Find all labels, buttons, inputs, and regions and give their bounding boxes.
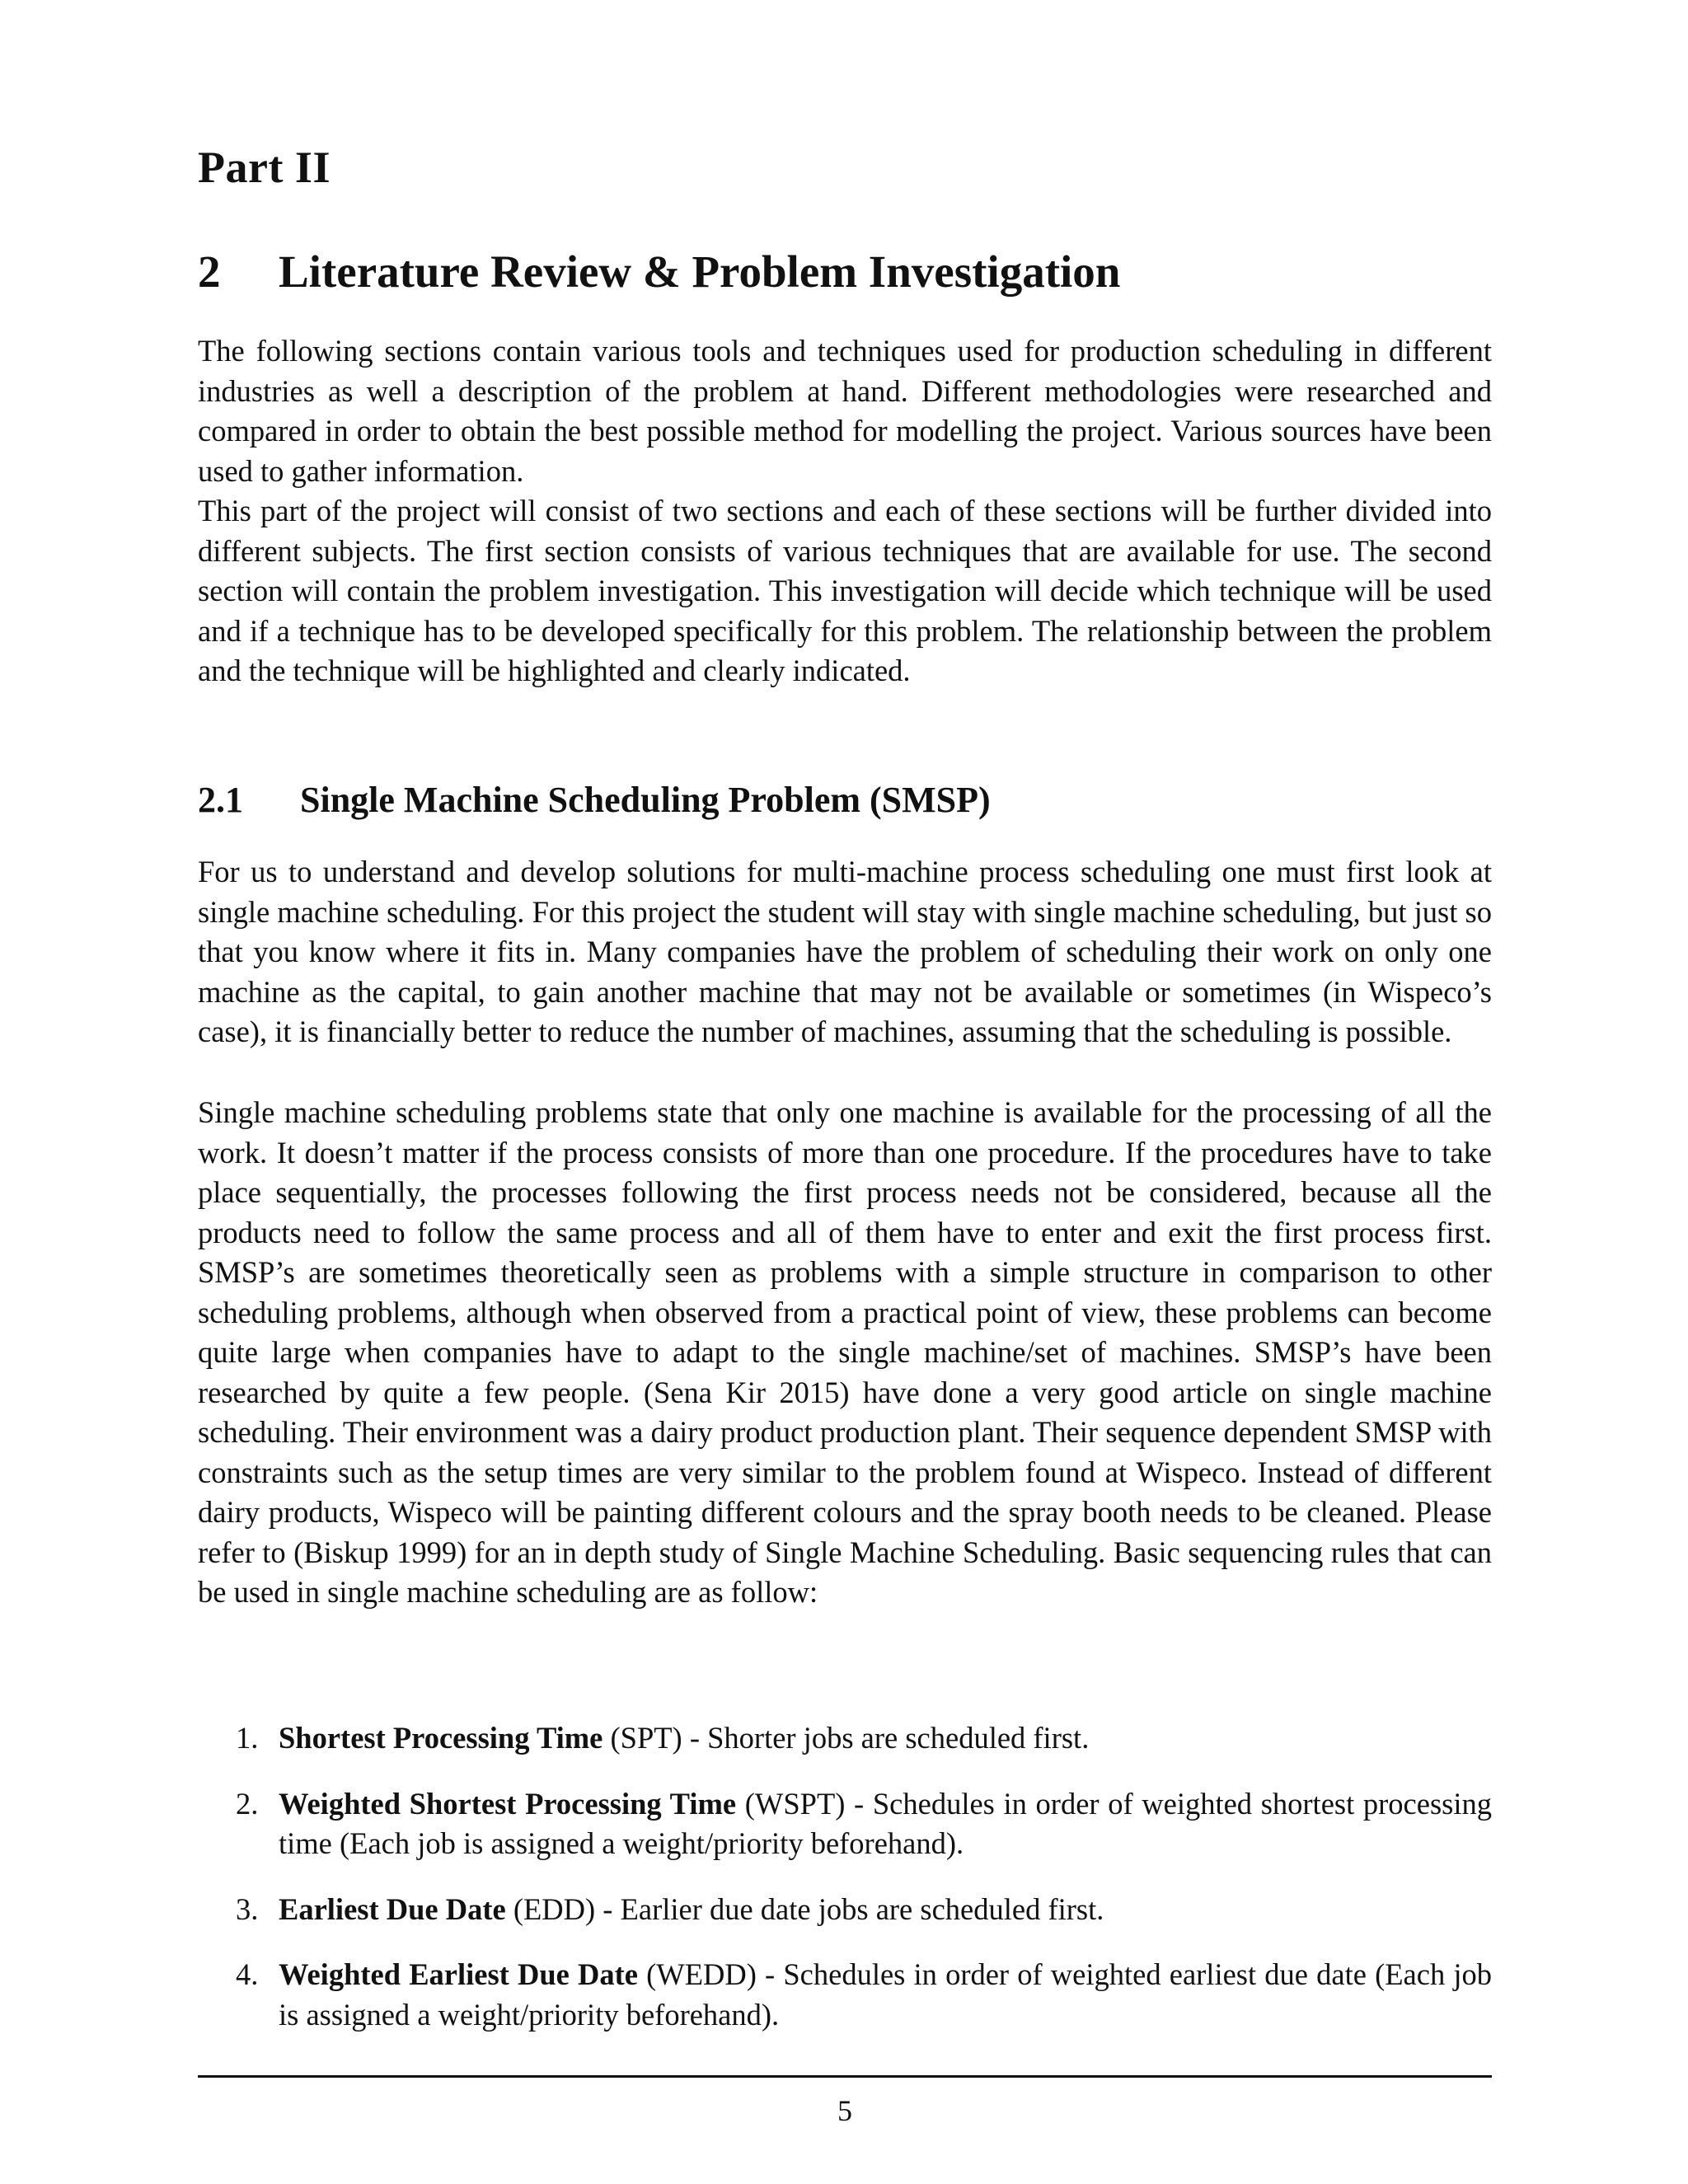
subsection-paragraph: For us to understand and develop solutions for multi-machine process scheduling one must first look at single machine scheduling. For this project the student will stay with single machine scheduling, but just so that you know where it fits in. Many companies have the problem of scheduling their work on only one machine as the capital, to gain another machine that may not be available or sometimes (in Wispeco’s case), it is financially better to reduce the number of machines, assuming that the scheduling is possible. (198, 855, 1492, 1048)
rule-description: (WSPT) - Schedules in order of weighted shortest processing time (Each job is assigned a weight/priority beforehand). (279, 1786, 1492, 1860)
rule-description: (EDD) - Earlier due date jobs are scheduled first. (505, 1891, 1104, 1926)
section-paragraph: This part of the project will consist of two sections and each of these sections will be further divided into different subjects. The first section consists of various techniques that are available for use. The second section will contain the problem investigation. This investigation will decide which technique will be used and if a technique has to be developed specifically for this problem. The relationship between the problem and the technique will be highlighted and clearly indicated. (198, 494, 1492, 687)
rule-term: Weighted Earliest Due Date (279, 1957, 638, 1991)
subsection-title: Single Machine Scheduling Problem (SMSP) (300, 780, 991, 820)
page-number: 5 (837, 2094, 852, 2127)
section-paragraph: The following sections contain various tools and techniques used for production scheduling in different industries as well a description of the problem at hand. Different methodologies were researched and compared in order to obtain the best possible method for modelling the project. Various sources have been used to gather information. (198, 334, 1492, 488)
list-item (198, 1718, 1492, 1759)
list-item (198, 1955, 1492, 2035)
sequencing-rules-list (198, 1718, 1492, 2060)
rule-description: (SPT) - Shorter jobs are scheduled first. (603, 1721, 1090, 1755)
rule-term: Earliest Due Date (279, 1891, 506, 1926)
section-title: Literature Review & Problem Investigation (279, 246, 1121, 297)
list-item (198, 1890, 1492, 1930)
subsection-heading (198, 779, 991, 821)
subsection-paragraph: Single machine scheduling problems state that only one machine is available for the processing of all the work. It doesn’t matter if the process consists of more than one procedure. If the procedures have to take place sequentially, the processes following the first process needs not be considered, because all the products need to follow the same process and all of them have to enter and exit the first process first. SMSP’s are sometimes theoretically seen as problems with a simple structure in comparison to other scheduling problems, although when observed from a practical point of view, these problems can become quite large when companies have to adapt to the single machine/set of machines. SMSP’s have been researched by quite a few people. (Sena Kir 2015) have done a very good article on single machine scheduling. Their environment was a dairy product production plant. Their sequence dependent SMSP with constraints such as the setup times are very similar to the problem found at Wispeco. Instead of different dairy products, Wispeco will be painting different colours and the spray booth needs to be cleaned. Please refer to (Biskup 1999) for an in depth study of Single Machine Scheduling. Basic sequencing rules that can be used in single machine scheduling are as follow: (198, 1095, 1492, 1609)
list-item-number: 3. (236, 1891, 259, 1926)
subsection-number: 2.1 (198, 780, 243, 820)
rule-description: (WEDD) - Schedules in order of weighted earliest due date (Each job is assigned a weight/priority beforehand). (279, 1957, 1492, 2032)
rule-term: Shortest Processing Time (279, 1721, 603, 1755)
document-page (198, 0, 1492, 2184)
rule-term: Weighted Shortest Processing Time (279, 1786, 737, 1821)
list-item-number: 1. (236, 1721, 259, 1755)
section-heading (198, 246, 1120, 298)
footer-divider (198, 2075, 1492, 2078)
section-number: 2 (198, 246, 221, 297)
part-title: Part II (198, 143, 331, 192)
list-item-number: 4. (236, 1957, 259, 1991)
list-item-number: 2. (236, 1786, 259, 1821)
list-item (198, 1784, 1492, 1864)
